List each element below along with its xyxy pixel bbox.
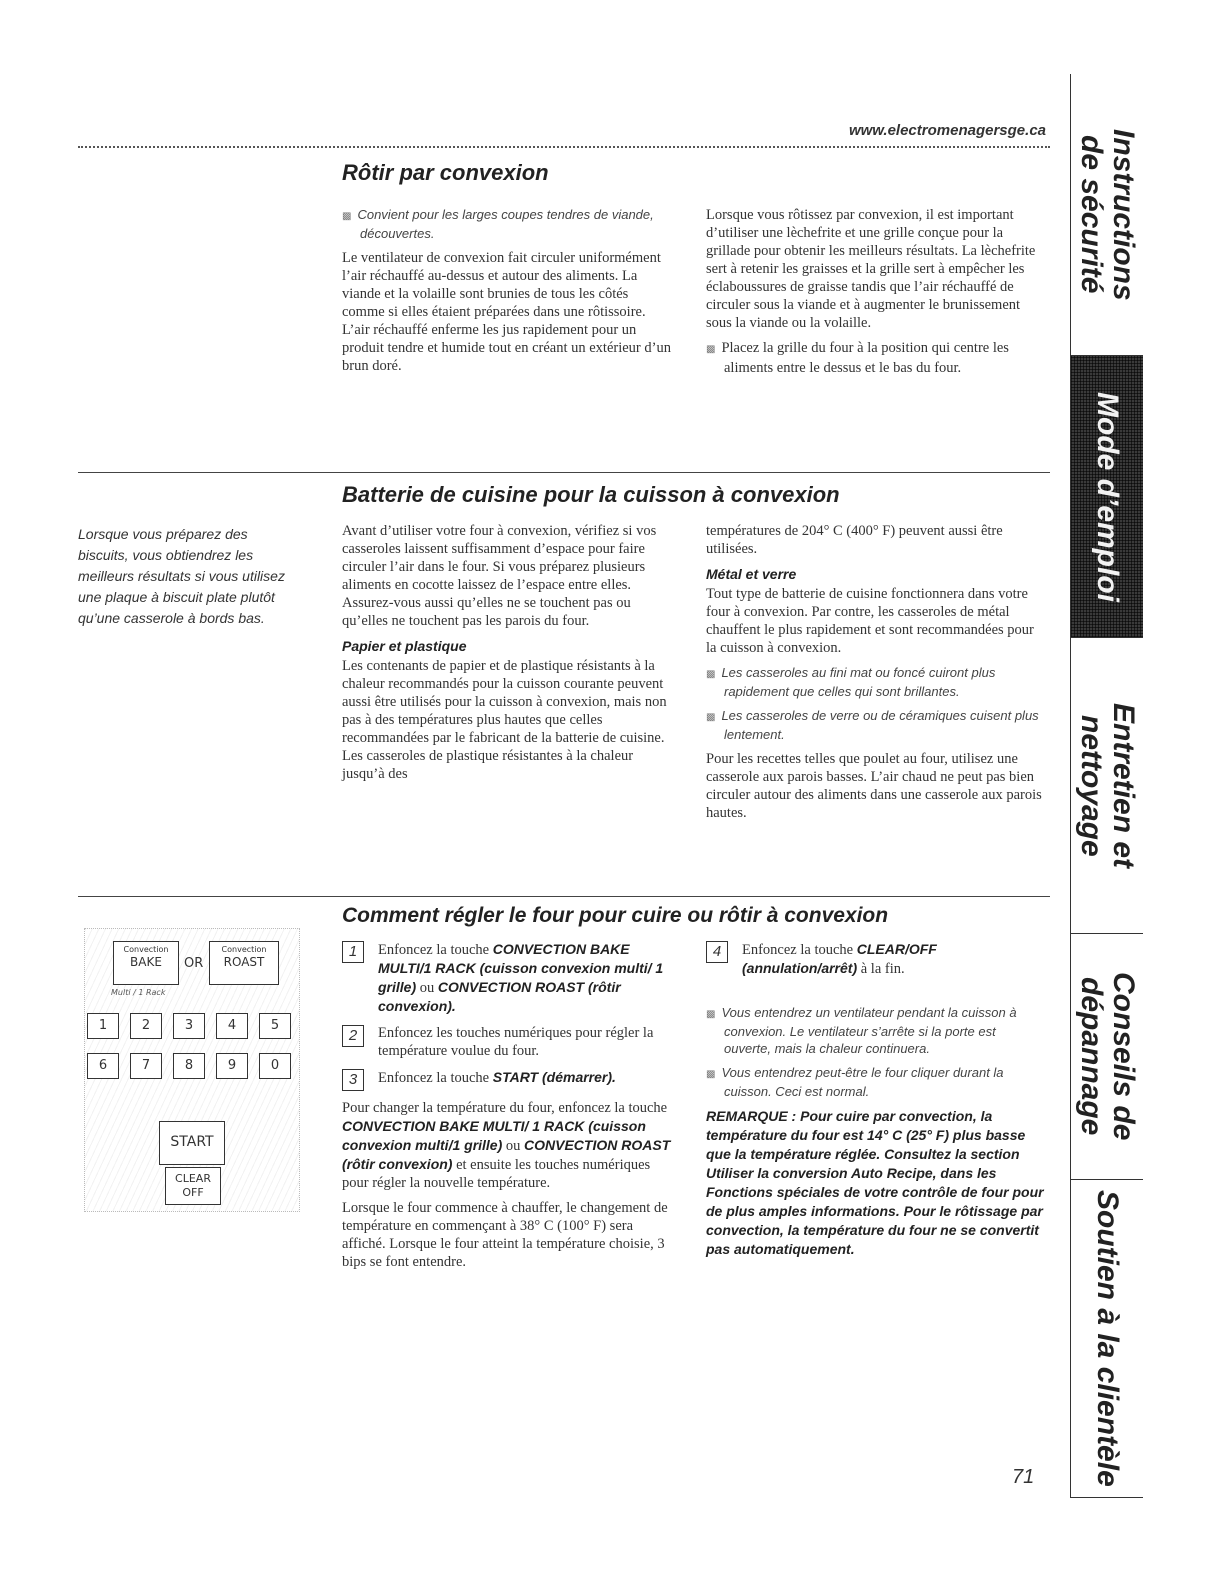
tab-label: Entretien et nettoyage <box>1075 702 1140 869</box>
roast-small-label: Convection <box>221 945 267 954</box>
roast-big-label: ROAST <box>223 955 265 969</box>
click-note-text: Vous entendrez peut-être le four cliquer durant la cuisson. Ceci est normal. <box>721 1065 1004 1099</box>
section-title-rotir: Rôtir par convexion <box>342 160 549 185</box>
keyword: START (démarrer). <box>492 1069 616 1085</box>
bullet-icon: ▩ <box>342 211 352 222</box>
rotir-note-text: Convient pour les larges coupes tendres de viande, découvertes. <box>357 207 654 241</box>
batterie-final: Pour les recettes telles que poulet au four, utilisez une casserole aux parois basses. L’air chaud ne peut pas bien circuler autour des aliments dans une casserole aux parois hautes. <box>706 751 1042 821</box>
metal-note-1 <box>706 664 1046 700</box>
bullet-icon: ▩ <box>706 344 716 355</box>
step-text: Enfoncez la touche <box>742 942 854 958</box>
section-rule-2 <box>78 472 1050 473</box>
clear-off-button <box>165 1167 221 1205</box>
keyword: CONVECTION BAKE MULTI/ 1 RACK (cuisson convexion multi/1 grille) <box>342 1118 646 1153</box>
step-1-text <box>378 940 680 1016</box>
key-2: 2 <box>130 1013 162 1039</box>
step-4-text <box>742 940 1046 978</box>
bake-big-label: BAKE <box>130 955 162 969</box>
bake-small-label: Convection <box>123 945 169 954</box>
key-3: 3 <box>173 1013 205 1039</box>
section-title-comment-regler: Comment régler le four pour cuire ou rôtir à convexion <box>342 904 889 927</box>
keyword: CLEAR/OFF (annulation/arrêt) <box>742 941 937 976</box>
tab-label: Conseils de dépannage <box>1075 972 1140 1141</box>
convection-bake-button <box>113 941 179 985</box>
tab-conseils-depannage[interactable] <box>1071 934 1143 1180</box>
batterie-right-column <box>706 522 1046 829</box>
metal-glass-heading: Métal et verre <box>706 566 797 582</box>
off-label: OFF <box>182 1186 204 1199</box>
tab-label: Soutien à la clientèle <box>1091 1190 1124 1487</box>
website-url[interactable]: www.electromenagersge.ca <box>848 122 1046 139</box>
instructions-left-column <box>342 940 680 1278</box>
step-text: Enfoncez la touche <box>378 942 490 958</box>
text: ou <box>505 1138 521 1154</box>
top-rule <box>78 146 1050 148</box>
instructions-right-column <box>706 940 1046 1266</box>
step-text: à la fin. <box>860 961 905 977</box>
section-rule-3 <box>78 896 1050 897</box>
paper-plastic-heading: Papier et plastique <box>342 638 467 654</box>
rotir-left-paragraph: Le ventilateur de convexion fait circuler uniformément l’air réchauffé au-dessus et autour des aliments. La viande et la volaille sont brunies de tous les côtés comme si elles étaient préparées dans une rôtissoire. L’air réchauffé enferme les jus rapidement pour un produit tendre et humide tout en créant un extérieur d’un brun doré. <box>342 250 671 374</box>
rotir-left-column <box>342 206 672 382</box>
key-4: 4 <box>216 1013 248 1039</box>
keyword: CONVECTION ROAST (rôtir convexion) <box>342 1137 671 1172</box>
metal-glass-text: Tout type de batterie de cuisine fonctionnera dans votre four à convexion. Par contre, les casseroles de métal chauffent le plus rapidement et sont recommandées pour la cuisson à convexion. <box>706 586 1034 656</box>
key-6: 6 <box>87 1053 119 1079</box>
paper-plastic-continued: températures de 204° C (400° F) peuvent aussi être utilisées. <box>706 523 1003 557</box>
metal-note-2 <box>706 707 1046 743</box>
step-4 <box>706 940 1046 978</box>
step-3 <box>342 1068 680 1091</box>
rotir-note <box>342 206 672 242</box>
remark-paragraph: REMARQUE : Pour cuire par convection, la température du four est 14° C (25° F) plus basse que la température réglée. Consultez la section Utiliser la conversion Auto Recipe, dans les Fonctions spéciales de votre contrôle de four pour de plus amples informations. Pour le rôtissage par convection, la température du four ne se convertit pas automatiquement. <box>706 1108 1044 1257</box>
step-number: 2 <box>342 1025 364 1047</box>
heating-paragraph: Lorsque le four commence à chauffer, le changement de température en commençant à 38° C (100° F) sera affiché. Lorsque le four atteint la température choisie, 3 bips se font entendre. <box>342 1200 668 1270</box>
batterie-side-note: Lorsque vous préparez des biscuits, vous obtiendrez les meilleurs résultats si vous utilisez une plaque à biscuit plate plutôt qu’une casserole à bords bas. <box>78 526 285 626</box>
multi-rack-label: Multi / 1 Rack <box>111 988 166 997</box>
step-text: Enfoncez la touche <box>378 1070 490 1086</box>
rotir-right-column <box>706 206 1046 384</box>
keyword: CONVECTION BAKE MULTI/1 RACK (cuisson convexion multi/ 1 grille) <box>378 941 664 995</box>
rotir-bullet-text: Placez la grille du four à la position qui centre les aliments entre le dessus et le bas du four. <box>721 340 1009 376</box>
or-label: OR <box>184 956 204 971</box>
rotir-bullet <box>706 339 1046 377</box>
control-panel-illustration <box>84 928 300 1212</box>
key-0: 0 <box>259 1053 291 1079</box>
bullet-icon: ▩ <box>706 712 716 723</box>
key-7: 7 <box>130 1053 162 1079</box>
rotir-right-paragraph: Lorsque vous rôtissez par convexion, il est important d’utiliser une lèchefrite et une grille conçue pour la grillade pour obtenir les meilleurs résultats. La lèchefrite sert à retenir les graisses et la grille sert à empêcher les éclaboussures de graisse tandis que l’air réchauffé de circuler sous la viande et à augmenter le brunissement sous la viande ou la volaille. <box>706 207 1036 331</box>
bullet-icon: ▩ <box>706 1069 716 1080</box>
start-label: START <box>170 1134 214 1150</box>
step-2 <box>342 1024 680 1060</box>
tab-soutien-clientele[interactable] <box>1071 1180 1143 1498</box>
paper-plastic-text: Les contenants de papier et de plastique résistants à la chaleur recommandés pour la cuisson courante peuvent aussi être utilisés pour la cuisson à convexion, mais non pas à des températures plus hautes que celles recommandées par le fabricant de la batterie de cuisine. Les casseroles de plastique résistantes à la chaleur jusqu’à des <box>342 658 667 782</box>
text: et ensuite les touches numériques pour régler la nouvelle température. <box>342 1157 651 1191</box>
start-button <box>159 1121 225 1165</box>
tab-label: Instructions de sécurité <box>1075 128 1140 301</box>
tab-mode-emploi[interactable] <box>1071 356 1143 638</box>
batterie-intro: Avant d’utiliser votre four à convexion, vérifiez si vos casseroles laissent suffisamment d’espace pour faire circuler l’air dans le four. Si vous préparez plusieurs aliments en cocotte laissez de l’espace entre elles. Assurez-vous aussi qu’elles ne se touchent pas ou qu’elles ne touchent pas les parois du four. <box>342 523 657 629</box>
convection-roast-button <box>209 941 279 985</box>
clear-label: CLEAR <box>175 1172 211 1185</box>
tab-instructions-securite[interactable] <box>1071 74 1143 356</box>
step-text: ou <box>419 980 435 996</box>
step-1 <box>342 940 680 1016</box>
page-number: 71 <box>1012 1466 1035 1488</box>
step-number: 4 <box>706 941 728 963</box>
key-9: 9 <box>216 1053 248 1079</box>
tab-label: Mode d’emploi <box>1091 391 1124 602</box>
text: Pour changer la température du four, enfoncez la touche <box>342 1100 668 1116</box>
tab-entretien-nettoyage[interactable] <box>1071 638 1143 934</box>
fan-note <box>706 1004 1046 1057</box>
change-temperature-paragraph <box>342 1099 680 1192</box>
key-1: 1 <box>87 1013 119 1039</box>
fan-note-text: Vous entendrez un ventilateur pendant la cuisson à convexion. Le ventilateur s’arrête si la porte est ouverte, mais la chaleur continuera. <box>721 1005 1017 1056</box>
section-title-batterie: Batterie de cuisine pour la cuisson à convexion <box>342 482 840 507</box>
key-8: 8 <box>173 1053 205 1079</box>
step-3-text <box>378 1068 616 1087</box>
batterie-left-column <box>342 522 678 790</box>
section-tabs <box>1070 74 1143 1498</box>
metal-note-1-text: Les casseroles au fini mat ou foncé cuiront plus rapidement que celles qui sont brillantes. <box>721 665 996 699</box>
click-note <box>706 1064 1046 1100</box>
bullet-icon: ▩ <box>706 669 716 680</box>
step-number: 3 <box>342 1069 364 1091</box>
keyword: CONVECTION ROAST (rôtir convexion). <box>378 979 621 1014</box>
step-number: 1 <box>342 941 364 963</box>
step-2-text: Enfoncez les touches numériques pour régler la température voulue du four. <box>378 1025 654 1059</box>
metal-note-2-text: Les casseroles de verre ou de céramiques cuisent plus lentement. <box>721 708 1039 742</box>
key-5: 5 <box>259 1013 291 1039</box>
bullet-icon: ▩ <box>706 1009 716 1020</box>
